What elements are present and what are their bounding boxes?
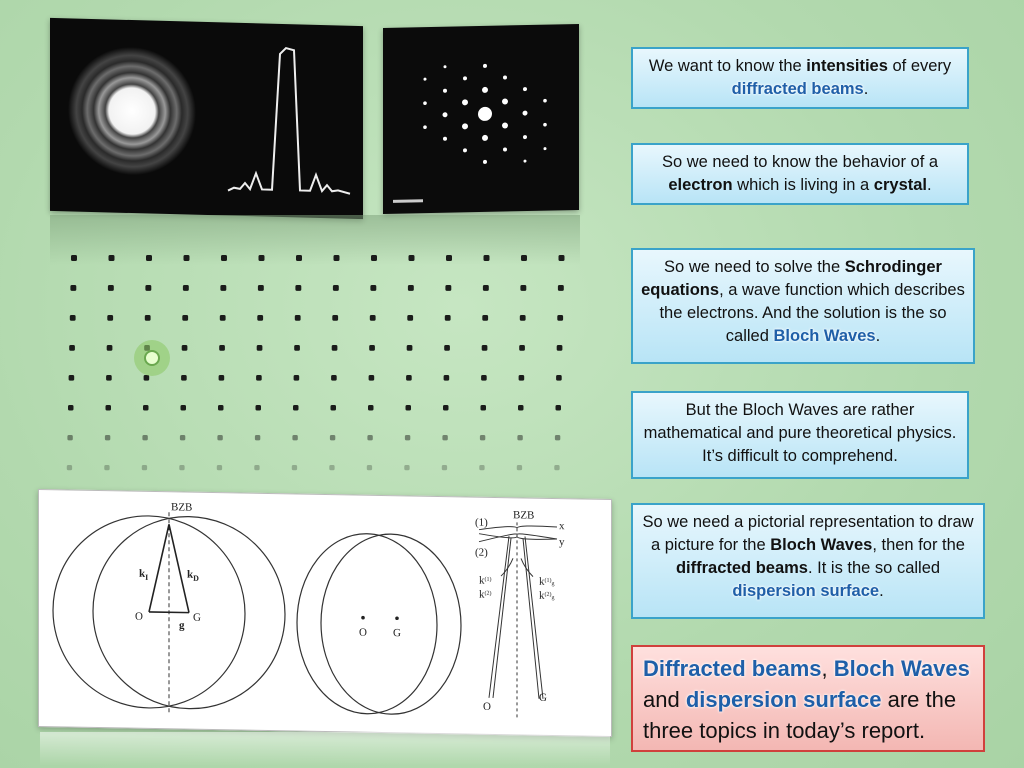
lattice-atom <box>181 405 187 411</box>
svg-text:G: G <box>539 691 547 704</box>
lattice-atom <box>444 345 450 351</box>
lattice-atom <box>556 405 562 411</box>
diffraction-spot <box>482 135 488 141</box>
note-electron: So we need to know the behavior of a electron which is living in a crystal. <box>631 143 969 205</box>
diffraction-spot <box>482 87 488 93</box>
lattice-atom <box>219 345 225 351</box>
dispersion-surface-figure <box>38 489 612 737</box>
lattice-atom <box>70 285 76 291</box>
lattice-atom <box>183 285 189 291</box>
lattice-atom <box>144 375 150 381</box>
svg-text:O: O <box>483 700 491 713</box>
lattice-atom <box>481 405 487 411</box>
diffraction-spot <box>444 65 447 68</box>
diffraction-spot <box>423 125 427 129</box>
lattice-atom <box>370 315 376 321</box>
origin-label: O <box>135 610 143 623</box>
lattice-atom <box>557 345 563 351</box>
diffraction-spot <box>424 78 427 81</box>
figure-reflection <box>40 732 610 766</box>
diffraction-pattern-image <box>383 24 579 214</box>
lattice-atom <box>482 345 488 351</box>
lattice-atom <box>554 465 559 470</box>
lattice-atom <box>368 405 374 411</box>
diffraction-spot <box>483 160 487 164</box>
intensity-profile <box>228 47 350 194</box>
lattice-atom <box>142 465 147 470</box>
svg-text:k(2): $k^{(2)}$ <box>479 588 492 601</box>
lattice-atom <box>67 435 72 440</box>
lattice-atom <box>104 465 109 470</box>
lattice-atom <box>106 375 112 381</box>
lattice-atom <box>218 405 224 411</box>
lattice-atom <box>217 435 222 440</box>
diffraction-spot <box>524 160 527 163</box>
lattice-atom <box>370 285 376 291</box>
diffraction-spot <box>544 147 547 150</box>
lattice-atom <box>409 255 415 261</box>
lattice-atom <box>331 375 337 381</box>
diffraction-spot <box>423 101 427 105</box>
lattice-atom <box>71 255 77 261</box>
lattice-atom <box>442 465 447 470</box>
lattice-atom <box>68 405 74 411</box>
branch-1-label: (1) <box>475 516 488 529</box>
lattice-atom <box>294 345 300 351</box>
kd-label: k <box>187 568 194 581</box>
lattice-atom <box>180 435 185 440</box>
lattice-atom <box>521 255 527 261</box>
lattice-atom <box>254 465 259 470</box>
g-point-label: G <box>193 611 201 624</box>
bzb-label: BZB <box>171 501 193 514</box>
diffraction-spot <box>443 137 447 141</box>
diffraction-spot <box>502 98 508 104</box>
lattice-atom <box>330 435 335 440</box>
crystal-lattice <box>60 248 570 478</box>
lattice-atom <box>518 405 524 411</box>
lattice-atom <box>107 315 113 321</box>
lattice-atom <box>70 315 76 321</box>
lattice-atom <box>482 315 488 321</box>
lattice-atom <box>333 285 339 291</box>
diffraction-spot <box>503 147 507 151</box>
note-bloch-theory: But the Bloch Waves are rather mathematical and pure theoretical physics. It’s difficult to comprehend. <box>631 391 969 479</box>
lattice-atom <box>445 285 451 291</box>
lattice-atom <box>182 315 188 321</box>
lattice-atom <box>369 375 375 381</box>
lattice-atom <box>517 435 522 440</box>
lattice-atom <box>258 285 264 291</box>
lattice-atom <box>257 345 263 351</box>
lattice-atom <box>331 405 337 411</box>
diffraction-spot <box>503 75 507 79</box>
lattice-atom <box>481 375 487 381</box>
lattice-atom <box>145 315 151 321</box>
svg-text:kI: $k_I$ <box>139 567 149 582</box>
lattice-atom <box>367 435 372 440</box>
lattice-atom <box>558 285 564 291</box>
note-schrodinger: So we need to solve the Schrodinger equations, a wave function which describes the electrons. And the solution is the so called Bloch Waves. <box>631 248 975 364</box>
k1-label: k <box>139 567 146 580</box>
origin-label-2: O <box>359 626 367 639</box>
lattice-atom <box>257 315 263 321</box>
scale-bar <box>393 199 423 203</box>
bzb-label-2: BZB <box>513 509 535 522</box>
lattice-atom <box>179 465 184 470</box>
diffraction-spot <box>463 148 467 152</box>
svg-text:k(1)g: $k^{(1)}_g$ <box>539 575 555 588</box>
lattice-atom <box>292 435 297 440</box>
note-intensities: We want to know the intensities of every diffracted beams. <box>631 47 969 109</box>
airy-rings <box>68 45 196 176</box>
lattice-atom <box>520 315 526 321</box>
lattice-atom <box>442 435 447 440</box>
lattice-atom <box>217 465 222 470</box>
g-vector-label: g <box>179 619 185 632</box>
branch-2-label: (2) <box>475 546 488 559</box>
diffraction-spot <box>483 64 487 68</box>
lattice-atom <box>479 465 484 470</box>
diffraction-spot <box>523 111 528 116</box>
lattice-atom <box>295 315 301 321</box>
diffraction-spot <box>462 123 468 129</box>
lattice-atom <box>296 255 302 261</box>
lattice-atom <box>334 255 340 261</box>
lattice-atom <box>443 405 449 411</box>
airy-disk-image <box>50 18 363 219</box>
svg-text:x: x <box>559 520 565 533</box>
lattice-atom <box>256 405 262 411</box>
lattice-atom <box>219 375 225 381</box>
lattice-atom <box>69 345 75 351</box>
overlapping-spheres <box>297 533 461 716</box>
diffraction-spot <box>462 99 468 105</box>
lattice-atom <box>332 345 338 351</box>
lattice-atom <box>405 435 410 440</box>
lattice-atom <box>559 255 565 261</box>
diffraction-spot <box>443 89 447 93</box>
svg-text:kD: $k_D$ <box>187 568 199 583</box>
note-pictorial: So we need a pictorial representation to draw a picture for the Bloch Waves, then for the diffracted beams. It is the so called dispersion surface. <box>631 503 985 619</box>
lattice-atom <box>404 465 409 470</box>
lattice-atom <box>519 345 525 351</box>
diffraction-spot <box>478 107 492 121</box>
lattice-atom <box>292 465 297 470</box>
lattice-atom <box>520 285 526 291</box>
lattice-atom <box>329 465 334 470</box>
lattice-atom <box>369 345 375 351</box>
lattice-atom <box>69 375 75 381</box>
lattice-atom <box>407 315 413 321</box>
lattice-atom <box>557 315 563 321</box>
lattice-atom <box>145 285 151 291</box>
lattice-atom <box>555 435 560 440</box>
lattice-atom <box>295 285 301 291</box>
lattice-atom <box>255 435 260 440</box>
lattice-atom <box>220 315 226 321</box>
lattice-atom <box>480 435 485 440</box>
lattice-atom <box>332 315 338 321</box>
svg-text:k(2)g: $k^{(2)}_g$ <box>539 589 555 602</box>
lattice-atom <box>446 255 452 261</box>
lattice-atom <box>519 375 525 381</box>
lattice-atom <box>556 375 562 381</box>
diffraction-spot <box>443 112 448 117</box>
lattice-atom <box>184 255 190 261</box>
lattice-atom <box>444 375 450 381</box>
lattice-atom <box>408 285 414 291</box>
lattice-atom <box>483 285 489 291</box>
diffraction-spot <box>523 87 527 91</box>
diffraction-spot <box>502 122 508 128</box>
lattice-atom <box>142 435 147 440</box>
lattice-atom <box>293 405 299 411</box>
lattice-atom <box>109 255 115 261</box>
lattice-atom <box>371 255 377 261</box>
electron <box>145 351 159 365</box>
diffraction-spot <box>463 76 467 80</box>
diffraction-spot <box>543 123 547 127</box>
lattice-atom <box>146 255 152 261</box>
lattice-atom <box>108 285 114 291</box>
lattice-atom <box>220 285 226 291</box>
g-label-2: G <box>393 627 401 640</box>
lattice-atom <box>445 315 451 321</box>
ewald-construction <box>53 499 285 714</box>
lattice-atom <box>484 255 490 261</box>
lattice-atom <box>106 405 112 411</box>
diffraction-spot <box>543 99 547 103</box>
lattice-atom <box>367 465 372 470</box>
lattice-atom <box>517 465 522 470</box>
lattice-atom <box>406 375 412 381</box>
lattice-atom <box>407 345 413 351</box>
svg-text:k(1): $k^{(1)}$ <box>479 574 492 587</box>
svg-text:y: y <box>559 536 565 549</box>
lattice-atom <box>105 435 110 440</box>
lattice-atom <box>143 405 149 411</box>
lattice-atom <box>259 255 265 261</box>
lattice-atom <box>67 465 72 470</box>
lattice-atom <box>406 405 412 411</box>
lattice-atom <box>256 375 262 381</box>
lattice-atom <box>182 345 188 351</box>
diffraction-spot <box>523 135 527 139</box>
dispersion-branches <box>475 509 565 720</box>
lattice-atom <box>181 375 187 381</box>
lattice-atom <box>221 255 227 261</box>
lattice-atom <box>107 345 113 351</box>
note-summary: Diffracted beams, Bloch Waves and dispersion surface are the three topics in today’s report. <box>631 645 985 752</box>
lattice-atom <box>294 375 300 381</box>
